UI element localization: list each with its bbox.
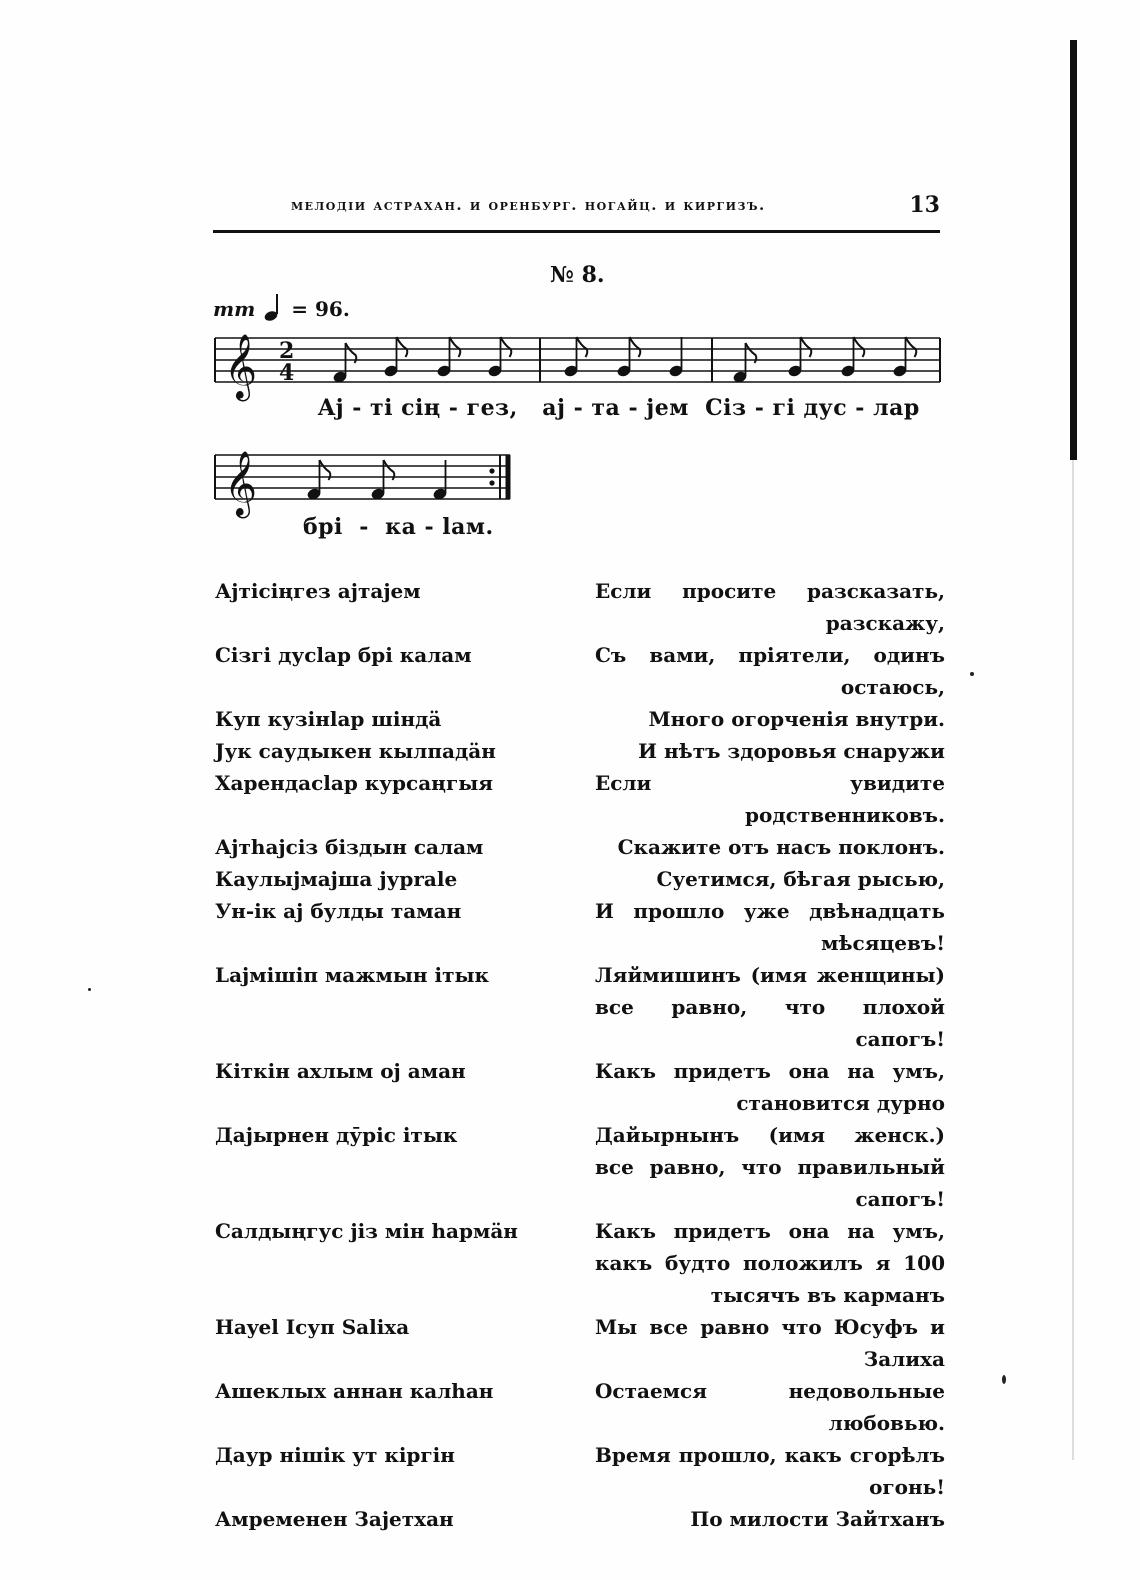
- verse-row: [215, 703, 945, 735]
- print-speck: [1002, 1375, 1006, 1384]
- verse-original: Сізгі дусlар брі калам: [215, 643, 472, 667]
- verse-translation: Съ вами, пріятели, одинъ остаюсь,: [595, 643, 945, 699]
- verse-original: Харендасlар курсаңгыя: [215, 771, 494, 795]
- verse-table: [215, 575, 945, 1535]
- running-head: мелодіи астрахан. и оренбург. ногайц. и киргизъ.: [291, 196, 766, 214]
- verse-original: Даур нішік ут кіргін: [215, 1443, 455, 1467]
- verse-translation: И нѣтъ здоровья снаружи: [638, 739, 945, 763]
- verse-row: [215, 1375, 945, 1439]
- verse-original: Jук саудыкен кылпадӓн: [215, 739, 496, 763]
- verse-original: Кіткін ахлым ој аман: [215, 1059, 466, 1083]
- page-edge-line: [1072, 460, 1074, 1460]
- verse-translation: Если увидите родственниковъ.: [595, 771, 945, 827]
- verse-translation: Время прошло, какъ сгорѣлъ огонь!: [595, 1443, 945, 1499]
- verse-original: Lајмішіп мажмын ітык: [215, 963, 489, 987]
- verse-original: Дајырнен дӯріс ітык: [215, 1123, 458, 1147]
- print-speck: [88, 988, 91, 991]
- verse-translation: Какъ придетъ она на умъ, становится дурно: [595, 1059, 945, 1115]
- verse-row: [215, 1503, 945, 1535]
- verse-original: Каулыјмајша јурrale: [215, 867, 458, 891]
- verse-row: [215, 959, 945, 1055]
- verse-row: [215, 1119, 945, 1215]
- verse-original: Ајтісіңгез ајтајем: [215, 579, 421, 603]
- verse-translation: По милости Зайтханъ: [690, 1507, 945, 1531]
- verse-original: Ашеклых аннан калhан: [215, 1379, 494, 1403]
- tempo-value: = 96.: [291, 297, 350, 321]
- verse-translation: Скажите отъ насъ поклонъ.: [617, 835, 945, 859]
- verse-row: [215, 575, 945, 639]
- verse-row: [215, 1055, 945, 1119]
- tempo-prefix: mm: [213, 297, 256, 321]
- verse-translation: Много огорченія внутри.: [648, 707, 945, 731]
- verse-translation: Суетимся, бѣгая рысью,: [656, 867, 945, 891]
- verse-translation: Какъ придетъ она на умъ, какъ будто положилъ я 100 тысячъ въ карманъ: [595, 1219, 945, 1307]
- verse-original: Куп кузінlар шіндӓ: [215, 707, 442, 731]
- svg-text:𝄞: 𝄞: [224, 451, 258, 516]
- verse-translation: Ляймишинъ (имя женщины) все равно, что плохой сапогъ!: [595, 963, 945, 1051]
- verse-translation: Остаемся недовольные любовью.: [595, 1379, 945, 1435]
- verse-row: [215, 895, 945, 959]
- verse-original: Ајтhајсіз біздын салам: [215, 835, 484, 859]
- music-staff-2: [0, 0, 1140, 560]
- piece-number: № 8.: [550, 262, 605, 288]
- verse-row: [215, 863, 945, 895]
- verse-row: [215, 1215, 945, 1311]
- verse-original: Амременен Зајетхан: [215, 1507, 454, 1531]
- verse-row: [215, 1311, 945, 1375]
- lyrics-line-1: Aj - ті сің - гез, aj - та - jем Сіз - гі дус - лар: [318, 395, 920, 421]
- verse-translation: Если просите разсказать, разскажу,: [595, 579, 945, 635]
- verse-row: [215, 831, 945, 863]
- page-number: 13: [909, 192, 940, 218]
- verse-translation: И прошло уже двѣнадцать мѣсяцевъ!: [595, 899, 945, 955]
- verse-row: [215, 639, 945, 703]
- svg-text:4: 4: [279, 360, 295, 386]
- verse-translation: Мы все равно что Юсуфъ и Залиха: [595, 1315, 945, 1371]
- svg-text:2: 2: [279, 338, 295, 364]
- verse-original: Ун-ік ај булды таман: [215, 899, 462, 923]
- svg-text:𝄞: 𝄞: [224, 334, 258, 399]
- lyrics-line-2: брі - ка - lам.: [303, 514, 494, 540]
- verse-original: Hayel Ісуп Salixa: [215, 1315, 410, 1339]
- verse-original: Салдыңгус јіз мін hармӓн: [215, 1219, 518, 1243]
- verse-row: [215, 767, 945, 831]
- print-speck: [970, 672, 974, 676]
- verse-translation: Дайырнынъ (имя женск.) все равно, что правильный сапогъ!: [595, 1123, 945, 1211]
- verse-row: [215, 1439, 945, 1503]
- verse-row: [215, 735, 945, 767]
